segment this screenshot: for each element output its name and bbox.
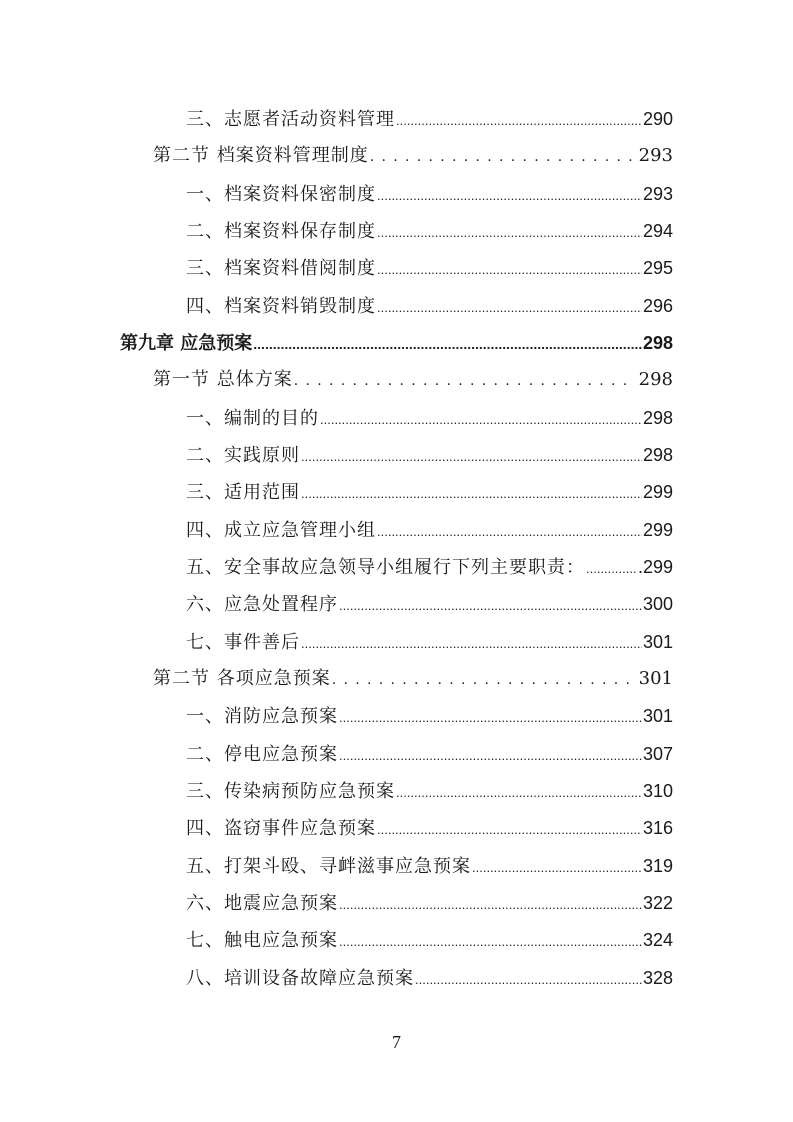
toc-entry[interactable] (186, 629, 673, 655)
toc-entry-page: 293 (638, 145, 673, 166)
toc-entry-page: 290 (642, 109, 673, 129)
dot-leader (253, 331, 642, 357)
toc-entry-page: 307 (642, 744, 673, 764)
toc-entry-page: 319 (642, 856, 673, 876)
dot-leader (294, 368, 634, 394)
toc-entry[interactable] (186, 703, 673, 729)
dot-leader (396, 780, 642, 806)
toc-entry-page: 301 (642, 706, 673, 726)
dot-leader (320, 407, 642, 433)
dot-leader (586, 556, 637, 582)
dot-leader (301, 481, 642, 507)
toc-entry-title: 四、档案资料销毁制度 (186, 296, 376, 317)
dot-leader (377, 519, 642, 545)
toc-entry-title: 三、档案资料借阅制度 (186, 258, 376, 279)
toc-entry-title: 一、消防应急预案 (186, 706, 338, 727)
toc-entry[interactable] (186, 255, 673, 281)
toc-entry-page: 298 (642, 333, 673, 353)
toc-entry-title: 第九章 应急预案 (120, 333, 253, 354)
dot-leader (301, 444, 642, 470)
toc-entry[interactable] (186, 778, 673, 804)
toc-entry[interactable] (186, 927, 673, 953)
toc-entry-title: 六、应急处置程序 (186, 594, 338, 615)
dot-leader (339, 892, 642, 918)
toc-entry-chapter[interactable] (120, 330, 673, 356)
toc-entry-page: 299 (642, 482, 673, 502)
toc-entry-page: 322 (642, 893, 673, 913)
toc-entry[interactable] (186, 815, 673, 841)
toc-entry-page: 295 (642, 258, 673, 278)
toc-entry[interactable] (186, 554, 673, 580)
toc-entry-title: 二、实践原则 (186, 445, 300, 466)
dot-leader (339, 743, 642, 769)
dot-leader (370, 144, 634, 170)
toc-entry-title: 六、地震应急预案 (186, 893, 338, 914)
toc-entry-title: 五、打架斗殴、寻衅滋事应急预案 (186, 856, 471, 877)
dot-leader (396, 108, 642, 134)
toc-entry[interactable] (186, 218, 673, 244)
toc-entry[interactable] (186, 741, 673, 767)
toc-entry-title: 四、盗窃事件应急预案 (186, 818, 376, 839)
toc-entry-page: 316 (642, 818, 673, 838)
toc-entry-title: 第二节 档案资料管理制度 (153, 145, 369, 166)
toc-entry-page: 296 (642, 296, 673, 316)
toc-entry[interactable] (186, 890, 673, 916)
dot-leader (339, 929, 642, 955)
dot-leader (332, 667, 634, 693)
toc-entry-page: 324 (642, 930, 673, 950)
toc-entry[interactable] (186, 405, 673, 431)
toc-entry[interactable] (186, 181, 673, 207)
toc-entry-page: 298 (642, 445, 673, 465)
toc-entry-title: 三、志愿者活动资料管理 (186, 109, 395, 130)
toc-entry-section[interactable] (153, 143, 673, 169)
toc-entry-page: .299 (637, 557, 673, 577)
dot-leader (377, 295, 642, 321)
toc-entry-title: 三、传染病预防应急预案 (186, 781, 395, 802)
dot-leader (301, 631, 642, 657)
dot-leader (377, 220, 642, 246)
dot-leader (339, 593, 642, 619)
toc-entry-title: 二、停电应急预案 (186, 744, 338, 765)
dot-leader (339, 705, 642, 731)
toc-entry-page: 310 (642, 781, 673, 801)
toc-entry-page: 298 (638, 369, 673, 390)
toc-entry-title: 一、档案资料保密制度 (186, 184, 376, 205)
dot-leader (472, 855, 642, 881)
toc-entry-title: 七、事件善后 (186, 632, 300, 653)
toc-entry[interactable] (186, 479, 673, 505)
toc-entry[interactable] (186, 517, 673, 543)
toc-entry-section[interactable] (153, 666, 673, 692)
toc-entry-title: 一、编制的目的 (186, 408, 319, 429)
toc-entry[interactable] (186, 442, 673, 468)
toc-entry-page: 299 (642, 520, 673, 540)
toc-entry-title: 二、档案资料保存制度 (186, 221, 376, 242)
dot-leader (377, 183, 642, 209)
toc-entry[interactable] (186, 591, 673, 617)
toc-entry-page: 328 (642, 968, 673, 988)
toc-entry[interactable] (186, 293, 673, 319)
toc-entry[interactable] (186, 853, 673, 879)
dot-leader (377, 817, 642, 843)
toc-entry-section[interactable] (153, 367, 673, 393)
toc-entry-title: 四、成立应急管理小组 (186, 520, 376, 541)
toc-entry-title: 第二节 各项应急预案 (153, 668, 331, 689)
toc-entry-page: 293 (642, 184, 673, 204)
toc-entry-page: 301 (642, 632, 673, 652)
toc-entry-title: 八、培训设备故障应急预案 (186, 968, 414, 989)
toc-entry[interactable] (186, 965, 673, 991)
toc-entry-title: 三、适用范围 (186, 482, 300, 503)
toc-entry[interactable] (186, 106, 673, 132)
dot-leader (415, 967, 642, 993)
toc-entry-page: 294 (642, 221, 673, 241)
toc-entry-title: 五、安全事故应急领导小组履行下列主要职责： (186, 557, 585, 578)
toc-entry-page: 300 (642, 594, 673, 614)
toc-entry-page: 298 (642, 408, 673, 428)
toc-entry-title: 七、触电应急预案 (186, 930, 338, 951)
page-number: 7 (392, 1032, 401, 1052)
dot-leader (377, 257, 642, 283)
toc-entry-title: 第一节 总体方案 (153, 369, 293, 390)
toc-entry-page: 301 (638, 668, 673, 689)
